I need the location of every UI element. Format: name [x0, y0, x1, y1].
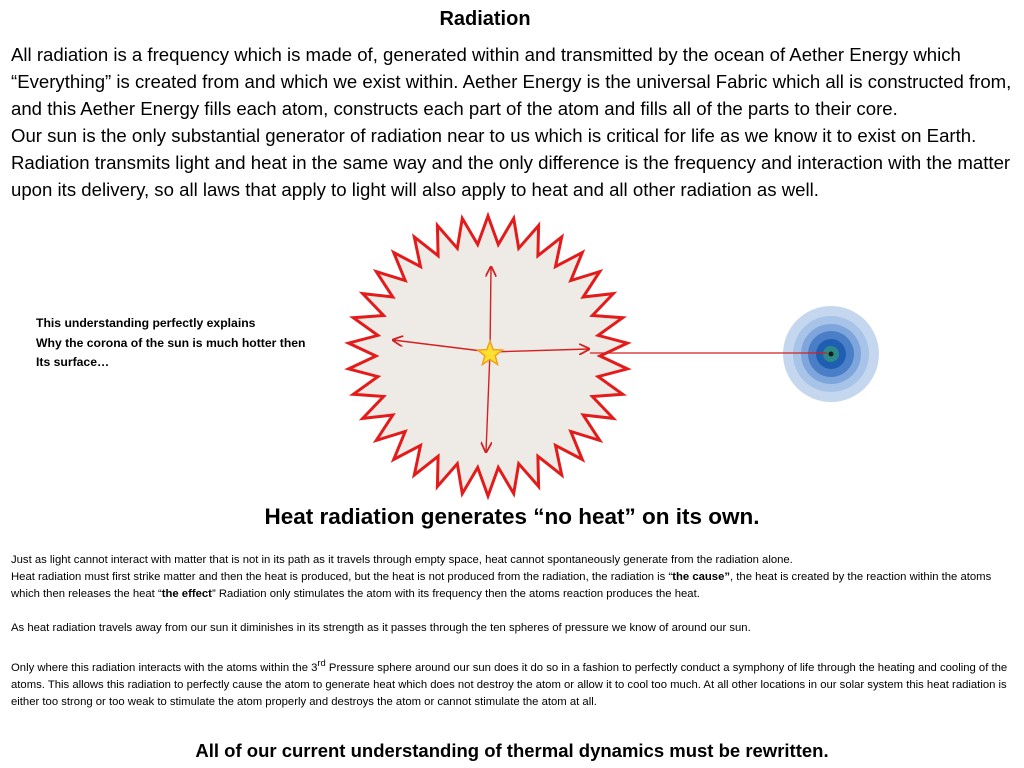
pressure-sphere-ring-2 — [793, 316, 869, 392]
concentric-planet-icon — [783, 306, 879, 402]
paragraph-gap — [11, 603, 1015, 620]
body-text-run: , the heat is created by the reaction within the atoms which then releases the heat “ — [11, 571, 992, 600]
effect-emphasis: the effect — [161, 588, 212, 600]
body-text-run: Only where this radiation interacts with the atoms within the 3 — [11, 661, 318, 674]
intro-paragraph-sun: Our sun is the only substantial generator of radiation near to us which is critical for life as we know it to exist on Earth. Radiation transmits light and heat in the same way and the only difference is the frequency and interaction with the matter upon its delivery, so all laws that apply to light will also apply to heat and all other radiation as well. — [11, 125, 1011, 200]
paragraph-gap — [11, 637, 1015, 654]
body-text-run: ” Radiation only stimulates the atom with its frequency then the atoms reaction produces the heat. — [211, 588, 700, 600]
body-paragraph: As heat radiation travels away from our sun it diminishes in its strength as it passes through the ten spheres of pressure we know of around our sun. — [11, 622, 751, 634]
intro-text — [11, 41, 1016, 203]
page-title: Radiation — [439, 8, 531, 30]
pressure-sphere-ring-4 — [808, 331, 854, 377]
spiky-sun-icon — [349, 216, 628, 496]
cause-emphasis: the cause” — [672, 571, 730, 583]
body-paragraph: Just as light cannot interact with matter that is not in its path as it travels through empty space, heat cannot spontaneously generate from the radiation alone. — [11, 554, 793, 566]
body-text — [11, 552, 1015, 711]
corona-note — [36, 314, 356, 373]
body-text-run: Pressure sphere around our sun does it do so in a fashion to perfectly conduct a symphony of life through the heating and cooling of the atoms. This allows this radiation to perfectly cause the atom to generate heat which does not destroy the atom or allow it to cool too much. At all other locations in our solar system this heat radiation is either too strong or too weak to stimulate the atom properly and destroys the atom or cannot stimulate the atom at all. — [11, 661, 1008, 708]
ray-arrow-down — [486, 352, 490, 452]
pressure-sphere-ring-5 — [816, 339, 846, 369]
corona-note-line: Its surface… — [36, 355, 110, 369]
ray-arrow-up — [490, 267, 491, 352]
corona-note-line: Why the corona of the sun is much hotter then — [36, 335, 306, 350]
star-icon — [478, 341, 503, 365]
intro-paragraph-aether: All radiation is a frequency which is made of, generated within and transmitted by the ocean of Aether Energy which “Everything” is created from and which we exist within. Aether Energy is the universal Fabric which all is constructed from, and this Aether Energy fills each atom, constructs each part of the atom and fills all of the parts to their core. — [11, 44, 1012, 119]
pressure-sphere-ring-1 — [783, 306, 879, 402]
ray-arrow-left — [393, 340, 490, 352]
corona-note-line: This understanding perfectly explains — [36, 316, 256, 330]
planet-core — [829, 352, 834, 357]
body-text-run: Heat radiation must first strike matter and then the heat is produced, but the heat is not produced from the radiation, the radiation is “ — [11, 571, 673, 583]
body-paragraph — [11, 654, 1015, 711]
closing-statement: All of our current understanding of thermal dynamics must be rewritten. — [195, 740, 829, 761]
pressure-sphere-ring-3 — [801, 324, 861, 384]
ordinal-superscript: rd — [317, 657, 326, 668]
ray-arrow-right — [490, 349, 589, 352]
body-paragraph — [11, 569, 1015, 603]
section-heading: Heat radiation generates “no heat” on its own. — [264, 504, 760, 529]
pressure-sphere-ring-6 — [823, 346, 839, 362]
